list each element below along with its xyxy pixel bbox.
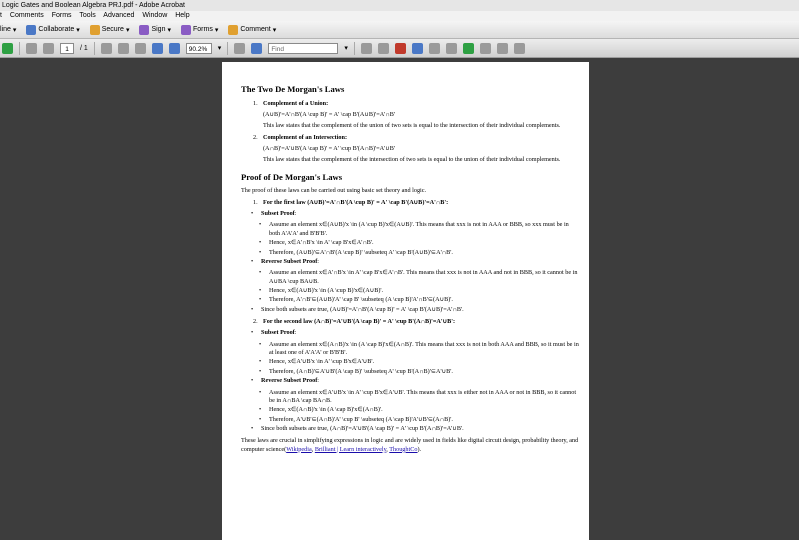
list-item: • Hence, x∈(A∪B)'x \in (A \cup B)'x∈(A∪B)'. [241,287,581,295]
list-number: 1. [253,99,258,107]
list-item: • Therefore, A'∪B'⊆(A∩B)'A' \cup B' \subseteq (A \cap B)'A'∪B'⊆(A∩B)'. [241,416,581,424]
zoom-in-icon[interactable] [169,43,180,54]
list-number: 1. [253,198,258,206]
proof1-subset-heading: • Subset Proof: [241,210,581,218]
separator [94,42,95,55]
hand-tool-icon[interactable] [118,43,129,54]
list-item: • Therefore, (A∪B)'⊆A'∩B'(A \cup B)' \subseteq A' \cap B'(A∪B)'⊆A'∩B'. [241,249,581,257]
navigation-toolbar [0,39,799,58]
law2-formula: (A∩B)'=A'∪B'(A \cap B)' = A' \cup B'(A∩B)'=A'∪B' [263,145,395,153]
refresh-icon[interactable] [2,43,13,54]
secure-button[interactable]: Secure ▾ [90,25,130,35]
collaborate-button[interactable]: Collaborate ▾ [26,25,79,35]
separator [19,42,20,55]
list-item: • Therefore, (A∩B)'⊆A'∪B'(A \cap B)' \subseteq A' \cup B'(A∩B)'⊆A'∪B'. [241,368,581,376]
separator: , [311,445,315,453]
proof2-subset-heading: • Subset Proof: [241,329,581,337]
zoom-out-icon[interactable] [152,43,163,54]
menu-item-forms[interactable]: Forms [51,12,72,19]
attach-icon[interactable] [429,43,440,54]
keyboard-icon[interactable] [446,43,457,54]
select-tool-icon[interactable] [101,43,112,54]
list-item: • Therefore, A'∩B'⊆(A∪B)'A' \cap B' \subseteq (A \cup B)'A'∩B'⊆(A∪B)'. [241,296,581,304]
list-item: • Assume an element x∈(A∪B)'x \in (A \cup B)'x∈(A∪B)'. This means that xxx is not in AAA or BBB, so xxx must be in both A'A'A' and B'B'B'. [241,221,581,238]
separator [354,42,355,55]
menu-item-advanced[interactable]: Advanced [103,12,135,19]
fit-page-icon[interactable] [234,43,245,54]
subset-label: Subset Proof [261,329,295,337]
law1-description: This law states that the complement of the union of two sets is equal to the intersection of their individual complements. [263,122,561,130]
law2-description: This law states that the complement of the intersection of two sets is equal to the union of their individual complements. [263,156,561,164]
menu-bar [0,11,799,21]
subset-label: Subset Proof [261,210,295,218]
forms-button[interactable]: Forms ▾ [181,25,218,35]
proof2-reverse-heading: • Reverse Subset Proof: [241,377,581,385]
pdf-page [222,62,589,540]
next-page-icon[interactable] [43,43,54,54]
list-item: • Hence, x∈A'∩B'x \in A' \cap B'x∈A'∩B'. [241,239,581,247]
chevron-down-icon[interactable]: ▾ [344,45,348,52]
outro-end: ). [417,445,422,453]
proof1-conclusion: • Since both subsets are true, (A∪B)'=A'∩B'(A \cup B)' = A' \cap B'(A∪B)'=A'∩B'. [241,306,581,314]
law2-item [241,134,581,142]
comment-icon [228,25,238,35]
list-item: • Hence, x∈(A∩B)'x \in (A \cap B)'x∈(A∩B)'. [241,406,581,414]
law2-title: Complement of an Intersection: [263,133,348,141]
outro-paragraph [241,437,581,454]
separator: , [386,445,390,453]
list-number: 2. [253,318,258,326]
people-icon [26,25,36,35]
law1-title: Complement of a Union: [263,99,329,107]
page-content [241,84,581,457]
pointer-tool-icon[interactable] [361,43,372,54]
window-title: Logic Gates and Boolean Algebra PRJ.pdf - Adobe Acrobat [0,0,799,11]
list-item: • Hence, x∈A'∪B'x \in A' \cup B'x∈A'∪B'. [241,358,581,366]
spreadsheet-icon[interactable] [463,43,474,54]
reverse-label: Reverse Subset Proof [261,377,318,385]
proof1-item [241,199,581,207]
pen-icon [139,25,149,35]
find-input[interactable]: Find [268,43,338,54]
sign-button[interactable]: Sign ▾ [139,25,171,35]
line-button[interactable]: line ▾ [0,26,17,34]
proof2-title: For the second law (A∩B)'=A'∪B'(A \cap B)' = A' \cup B'(A∩B)'=A'∪B': [263,318,456,326]
outro-text: These laws are crucial in simplifying expressions in logic and are widely used in fields like digital circuit design, probability theory, and computer science( [241,437,579,453]
list-item: • Assume an element x∈A'∪B'x \in A' \cup B'x∈A'∪B'. This means that xxx is either not in AAA or not in BBB, so it cannot be in A∩BA \cap BA∩B. [241,389,581,406]
comment-button[interactable]: Comment ▾ [228,25,276,35]
fit-width-icon[interactable] [251,43,262,54]
document-icon[interactable] [514,43,525,54]
proof2-item [241,318,581,326]
proof2-conclusion: • Since both subsets are true, (A∩B)'=A'∪B'(A \cap B)' = A' \cup B'(A∩B)'=A'∪B'. [241,425,581,433]
menu-item-comments[interactable]: Comments [9,12,44,19]
previous-page-icon[interactable] [26,43,37,54]
list-number: 2. [253,133,258,141]
law1-item [241,100,581,108]
menu-item-tools[interactable]: Tools [79,12,96,19]
magnet-icon[interactable] [395,43,406,54]
chevron-down-icon[interactable]: ▾ [217,45,222,52]
zoom-input[interactable]: 90.2% [186,43,212,54]
diamond-alt-icon[interactable] [497,43,508,54]
form-icon [181,25,191,35]
proof-intro: The proof of these laws can be carried out using basic set theory and logic. [241,187,427,195]
marquee-zoom-icon[interactable] [135,43,146,54]
typewriter-icon[interactable] [378,43,389,54]
tasks-toolbar [0,21,799,39]
link-wikipedia[interactable]: Wikipedia [286,445,312,453]
stamp-icon[interactable] [412,43,423,54]
heading-proof: Proof of De Morgan's Laws [241,171,343,182]
reverse-label: Reverse Subset Proof [261,257,318,265]
proof1-reverse-heading: • Reverse Subset Proof: [241,258,581,266]
link-thoughtco[interactable]: ThoughtCo [389,445,418,453]
menu-item-document[interactable]: t [0,12,2,19]
page-total: / 1 [80,44,88,52]
menu-item-help[interactable]: Help [175,12,190,19]
lock-icon [90,25,100,35]
law1-formula: (A∪B)'=A'∩B'(A \cup B)' = A' \cap B'(A∪B)'=A'∩B' [263,110,395,118]
menu-item-window[interactable]: Window [142,12,168,19]
separator [227,42,228,55]
diamond-icon[interactable] [480,43,491,54]
link-brilliant[interactable]: Brilliant | Learn interactively [314,445,387,453]
proof1-title: For the first law (A∪B)'=A'∩B'(A \cup B)' = A' \cap B'(A∪B)'=A'∩B': [263,198,449,206]
page-number-input[interactable]: 1 [60,43,74,54]
list-item: • Assume an element x∈(A∩B)'x \in (A \cap B)'x∈(A∩B)'. This means that xxx is not in both AAA and BBB, so it must be in at least one of A'A'A' or B'B'B'. [241,341,581,358]
heading-de-morgans-laws: The Two De Morgan's Laws [241,84,345,94]
list-item: • Assume an element x∈A'∩B'x \in A' \cap B'x∈A'∩B'. This means that xxx is not in AAA and not in BBB, so it cannot be in A∪BA \cup BA∪B. [241,269,581,286]
